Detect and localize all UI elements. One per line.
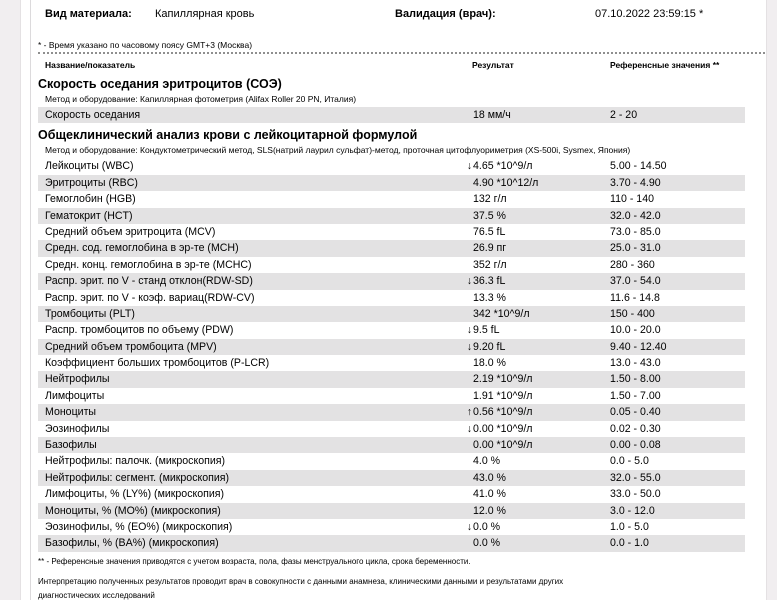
row-result [462, 158, 532, 174]
sections [38, 76, 765, 552]
row-name: Средн. конц. гемоглобина в эр-те (MCHC) [45, 258, 252, 271]
row-name: Коэффициент больших тромбоцитов (P-LCR) [45, 357, 270, 370]
result-value: 1.91 *10^9/л [473, 389, 533, 402]
table-column-headers [38, 60, 765, 72]
table-row [38, 453, 745, 469]
table-row [38, 224, 745, 240]
result-value: 342 *10^9/л [473, 307, 530, 320]
row-name: Нейтрофилы: палочк. (микроскопия) [45, 455, 226, 468]
table-row [38, 322, 745, 338]
row-reference: 0.05 - 0.40 [610, 406, 661, 419]
row-reference: 2 - 20 [610, 109, 638, 121]
table-row [38, 388, 745, 404]
row-name: Распр. эрит. по V - коэф. вариац(RDW-CV) [45, 291, 255, 304]
result-value: 4.65 *10^9/л [473, 160, 533, 173]
arrow-up-icon: ↑ [466, 406, 472, 419]
row-name: Базофилы, % (BA%) (микроскопия) [45, 537, 219, 550]
table-row [38, 273, 745, 289]
row-reference: 280 - 360 [610, 258, 655, 271]
result-value: 132 г/л [473, 193, 507, 206]
row-reference: 0.0 - 5.0 [610, 455, 649, 468]
table-row [38, 470, 745, 486]
row-reference: 37.0 - 54.0 [610, 275, 661, 288]
arrow-down-icon: ↓ [466, 340, 472, 353]
row-result [462, 388, 532, 404]
table-row [38, 175, 745, 191]
interpretation-note-line2: диагностических исследований [38, 590, 155, 600]
result-value: 36.3 fL [473, 275, 506, 288]
result-value: 352 г/л [473, 258, 507, 271]
timezone-note: * - Время указано по часовому поясу GMT+3 (Москва) [38, 40, 253, 50]
result-value: 4.0 % [473, 455, 501, 468]
row-name: Скорость оседания [45, 109, 141, 121]
row-name: Эритроциты (RBC) [45, 176, 138, 189]
row-name: Гемоглобин (HGB) [45, 193, 136, 206]
row-name: Нейтрофилы [45, 373, 110, 386]
row-result [462, 290, 506, 306]
row-result [462, 470, 506, 486]
result-value: 18.0 % [473, 357, 506, 370]
row-name: Средний объем эритроцита (MCV) [45, 225, 216, 238]
row-result [462, 486, 506, 502]
result-value: 9.20 fL [473, 340, 506, 353]
row-name: Моноциты, % (MO%) (микроскопия) [45, 504, 221, 517]
dotted-separator [38, 52, 765, 54]
arrow-down-icon: ↓ [466, 324, 472, 337]
row-result [462, 453, 500, 469]
row-name: Гематокрит (HCT) [45, 209, 133, 222]
row-result [462, 355, 506, 371]
result-value: 76.5 fL [473, 225, 506, 238]
row-name: Лимфоциты [45, 389, 105, 402]
result-value: 0.00 *10^9/л [473, 422, 533, 435]
validation-label: Валидация (врач): [395, 8, 496, 20]
table-row [38, 339, 745, 355]
row-reference: 32.0 - 55.0 [610, 471, 661, 484]
row-reference: 0.0 - 1.0 [610, 537, 649, 550]
row-name: Лимфоциты, % (LY%) (микроскопия) [45, 488, 225, 501]
row-result [462, 208, 506, 224]
row-name: Распр. эрит. по V - станд отклон(RDW-SD) [45, 275, 253, 288]
row-result [462, 273, 505, 289]
row-name: Тромбоциты (PLT) [45, 307, 135, 320]
row-reference: 0.00 - 0.08 [610, 439, 661, 452]
result-value: 0.00 *10^9/л [473, 439, 533, 452]
result-value: 26.9 пг [473, 242, 507, 255]
result-value: 0.56 *10^9/л [473, 406, 533, 419]
row-result [462, 371, 532, 387]
row-result [462, 404, 532, 420]
row-result [462, 535, 500, 551]
result-value: 41.0 % [473, 488, 506, 501]
row-name: Базофилы [45, 439, 97, 452]
viewer-background-left [0, 0, 21, 600]
row-result [462, 421, 532, 437]
column-header-result: Результат [472, 60, 514, 70]
table-row [38, 158, 745, 174]
result-value: 9.5 fL [473, 324, 500, 337]
row-result [462, 257, 507, 273]
table-row [38, 486, 745, 502]
arrow-down-icon: ↓ [466, 422, 472, 435]
row-reference: 110 - 140 [610, 193, 654, 206]
table-row [38, 421, 745, 437]
row-name: Средний объем тромбоцита (MPV) [45, 340, 217, 353]
row-reference: 9.40 - 12.40 [610, 340, 667, 353]
row-name: Распр. тромбоцитов по объему (PDW) [45, 324, 234, 337]
row-reference: 150 - 400 [610, 307, 655, 320]
column-header-reference: Референсные значения ** [610, 60, 720, 70]
result-value: 2.19 *10^9/л [473, 373, 533, 386]
table-row [38, 306, 745, 322]
material-type-value: Капиллярная кровь [155, 8, 255, 20]
interpretation-note-line1: Интерпретацию полученных результатов проводит врач в совокупности с данными анамнеза, клиническими данными и результатами других [38, 576, 564, 586]
row-name: Эозинофилы, % (EO%) (микроскопия) [45, 520, 233, 533]
row-reference: 11.6 - 14.8 [610, 291, 660, 304]
row-result [462, 437, 532, 453]
row-name: Средн. сод. гемоглобина в эр-те (MCH) [45, 242, 239, 255]
method-line: Метод и оборудование: Капиллярная фотометрия (Alifax Roller 20 PN, Италия) [45, 94, 357, 104]
table-row [38, 107, 745, 123]
row-reference: 0.02 - 0.30 [610, 422, 661, 435]
reference-footnote: ** - Референсные значения приводятся с учетом возраста, пола, фазы менструального цикла, срока беременности. [38, 556, 471, 566]
row-reference: 25.0 - 31.0 [610, 242, 661, 255]
row-name: Нейтрофилы: сегмент. (микроскопия) [45, 471, 230, 484]
row-result [462, 224, 505, 240]
section-title: Скорость оседания эритроцитов (СОЭ) [38, 77, 282, 91]
row-result [462, 107, 511, 123]
row-result [462, 322, 500, 338]
table-row [38, 355, 745, 371]
row-result [462, 175, 538, 191]
row-result [462, 519, 500, 535]
table-row [38, 191, 745, 207]
row-reference: 10.0 - 20.0 [610, 324, 661, 337]
row-reference: 1.50 - 7.00 [610, 389, 661, 402]
arrow-down-icon: ↓ [466, 160, 472, 173]
table-row [38, 519, 745, 535]
row-result [462, 339, 505, 355]
row-name: Лейкоциты (WBC) [45, 160, 134, 173]
row-name: Эозинофилы [45, 422, 110, 435]
arrow-down-icon: ↓ [466, 520, 472, 533]
table-row [38, 208, 745, 224]
viewer-background-right [766, 0, 777, 600]
row-reference: 1.50 - 8.00 [610, 373, 661, 386]
row-reference: 1.0 - 5.0 [610, 520, 649, 533]
table-row [38, 257, 745, 273]
result-value: 18 мм/ч [473, 109, 511, 121]
table-row [38, 404, 745, 420]
row-reference: 73.0 - 85.0 [610, 225, 661, 238]
result-value: 12.0 % [473, 504, 506, 517]
report-content [38, 0, 765, 601]
row-reference: 5.00 - 14.50 [610, 160, 667, 173]
result-value: 4.90 *10^12/л [473, 176, 539, 189]
row-reference: 13.0 - 43.0 [610, 357, 661, 370]
result-value: 37.5 % [473, 209, 506, 222]
row-result [462, 503, 506, 519]
row-result [462, 191, 507, 207]
meta-row [38, 8, 765, 23]
row-reference: 3.70 - 4.90 [610, 176, 661, 189]
table-row [38, 503, 745, 519]
column-header-name: Название/показатель [45, 60, 136, 70]
row-reference: 3.0 - 12.0 [610, 504, 655, 517]
section [38, 127, 765, 551]
arrow-down-icon: ↓ [466, 275, 472, 288]
table-row [38, 371, 745, 387]
section-title: Общеклинический анализ крови с лейкоцитарной формулой [38, 128, 418, 143]
validation-datetime: 07.10.2022 23:59:15 * [595, 8, 704, 20]
result-value: 0.0 % [473, 537, 501, 550]
row-name: Моноциты [45, 406, 97, 419]
section [38, 76, 765, 123]
row-reference: 32.0 - 42.0 [610, 209, 661, 222]
table-row [38, 290, 745, 306]
row-reference: 33.0 - 50.0 [610, 488, 661, 501]
result-value: 0.0 % [473, 520, 501, 533]
page-edge-line [30, 0, 31, 600]
method-line: Метод и оборудование: Кондуктометрический метод, SLS(натрий лаурил сульфат)-метод, проточная цитофлуориметрия (XS-500i, Sysmex, Япония) [45, 145, 631, 156]
result-value: 13.3 % [473, 291, 506, 304]
table-row [38, 437, 745, 453]
row-result [462, 306, 530, 322]
table-row [38, 240, 745, 256]
row-result [462, 240, 506, 256]
table-row [38, 535, 745, 551]
result-value: 43.0 % [473, 471, 506, 484]
material-type-label: Вид материала: [45, 8, 132, 20]
